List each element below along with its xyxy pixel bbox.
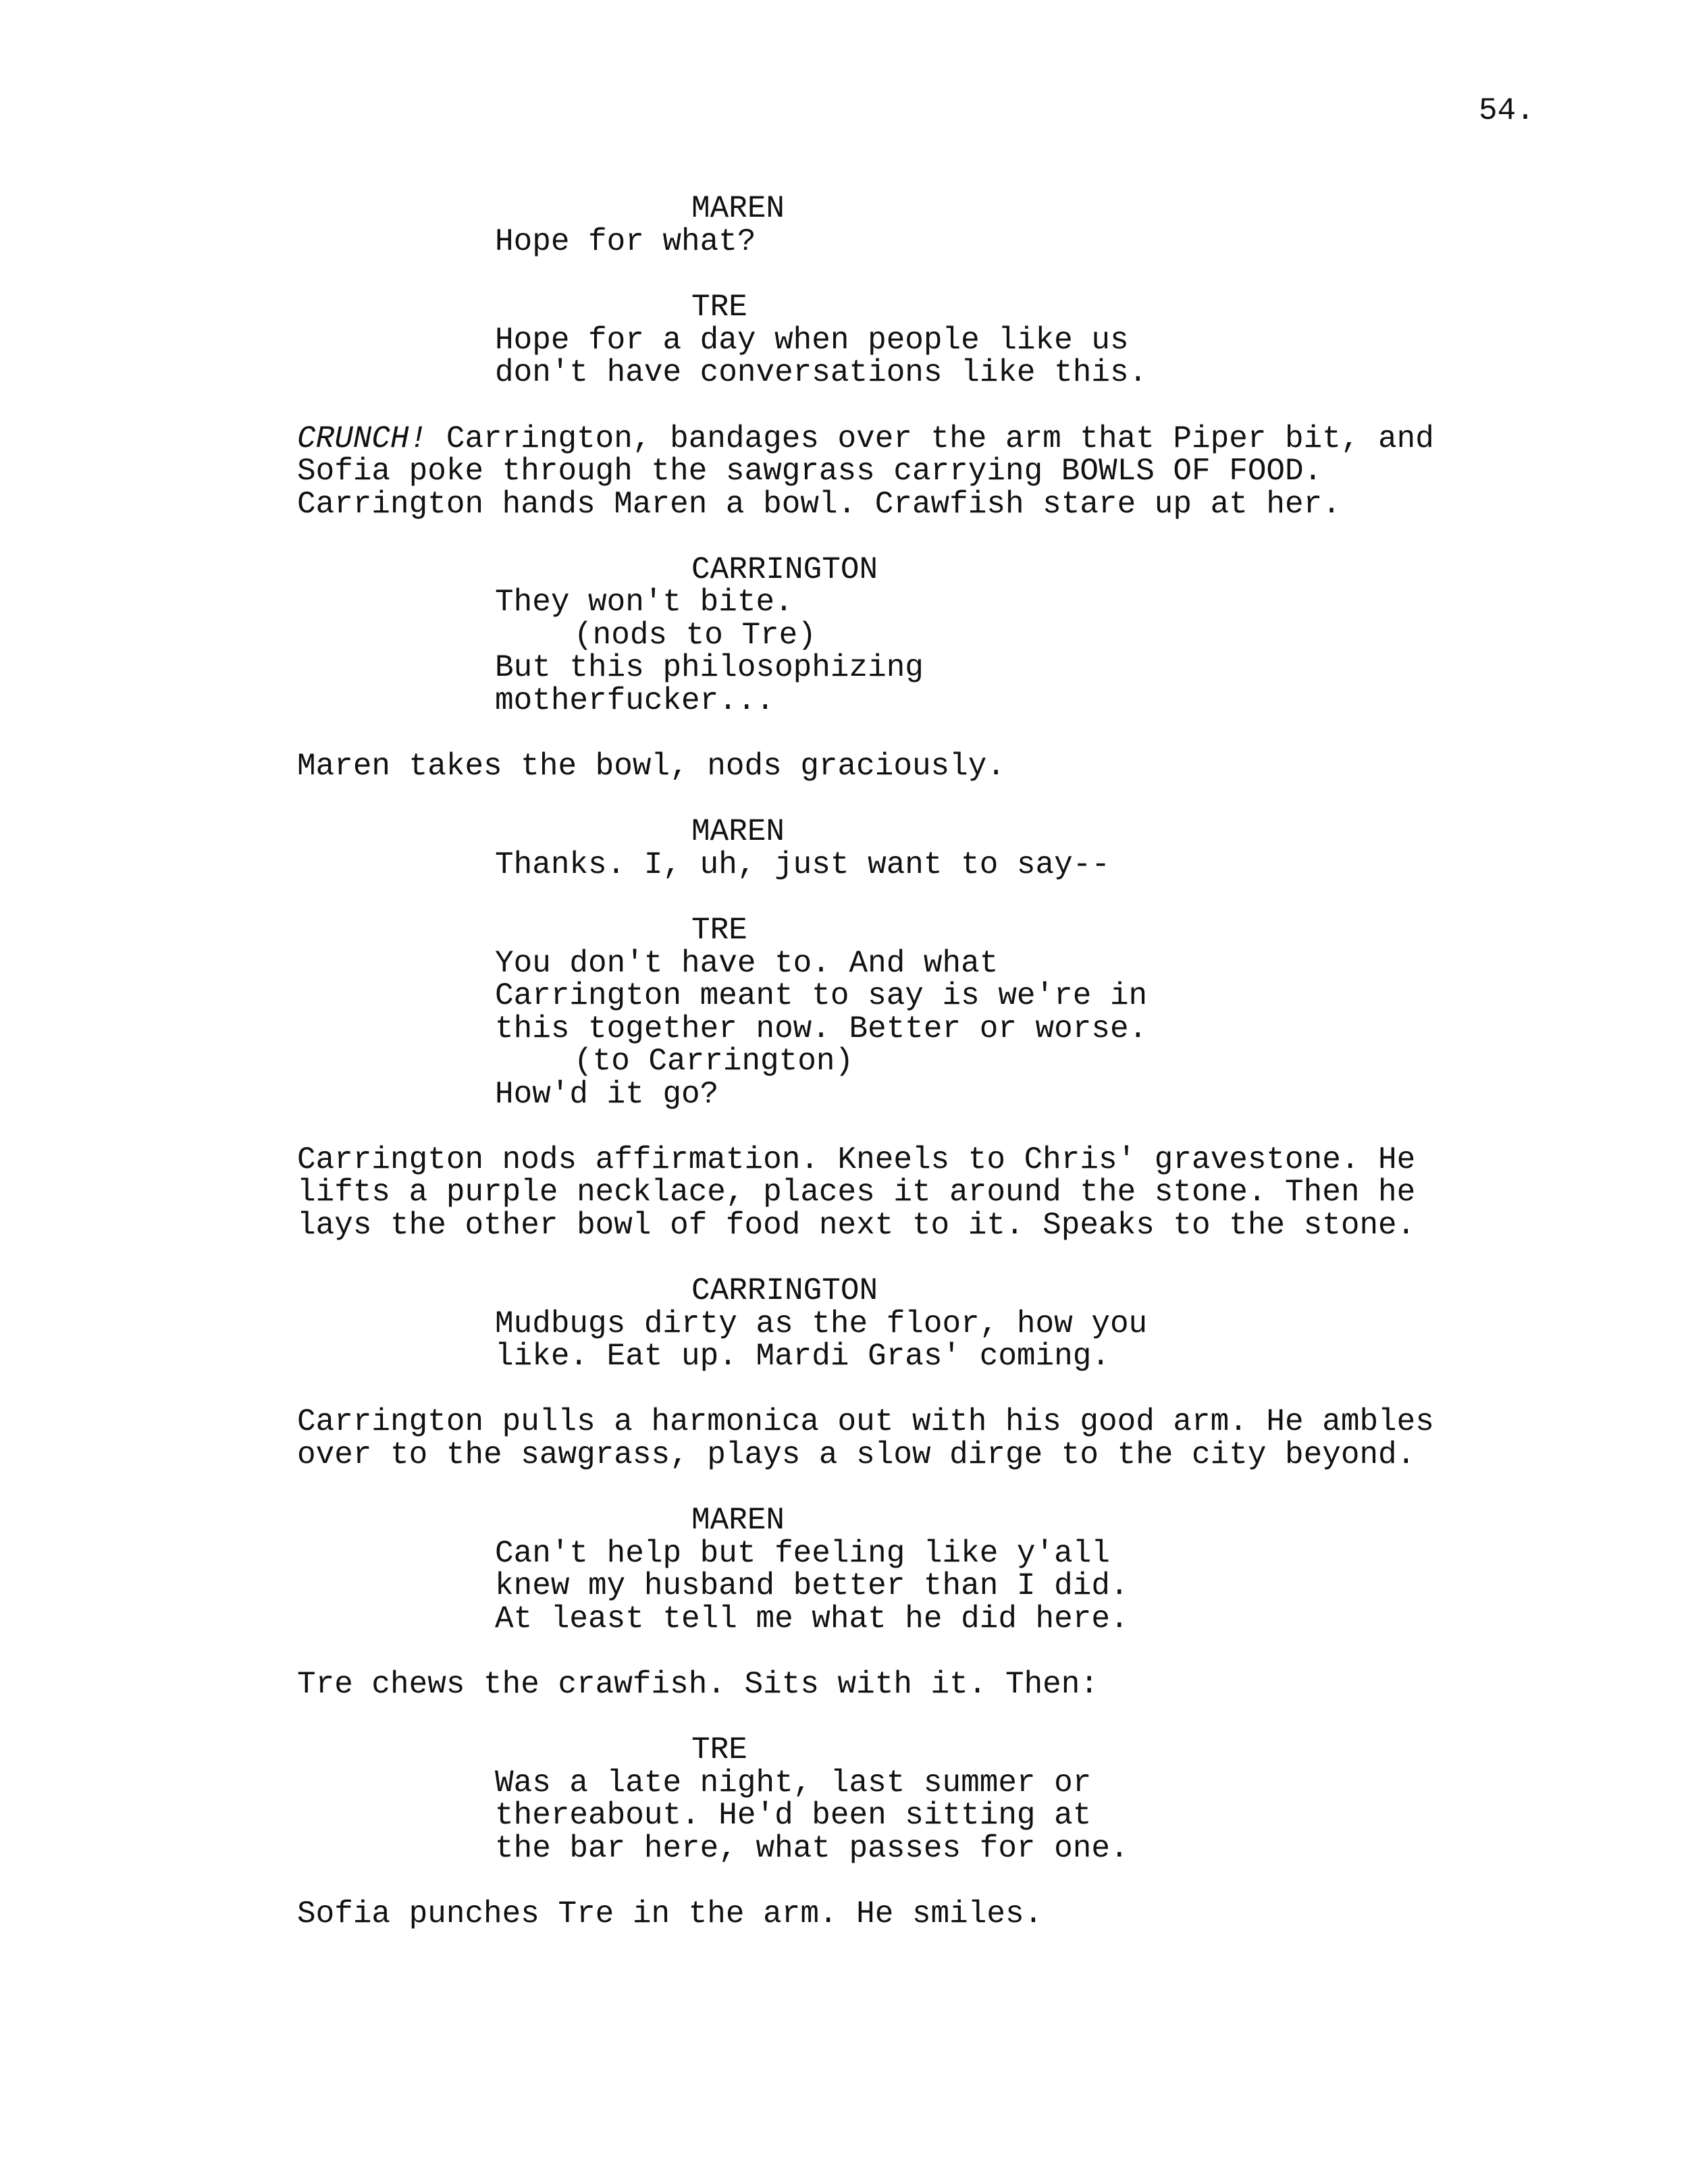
action-line: Carrington pulls a harmonica out with his good arm. He ambles xyxy=(297,1404,1434,1439)
dialogue-line: this together now. Better or worse. xyxy=(495,1011,1148,1046)
character-name: CARRINGTON xyxy=(691,552,878,587)
dialogue-line: Was a late night, last summer or xyxy=(495,1765,1092,1801)
dialogue-line: Carrington meant to say is we're in xyxy=(495,978,1148,1013)
dialogue-line: You don't have to. And what xyxy=(495,946,999,981)
character-name: TRE xyxy=(691,290,747,325)
page-number: 54. xyxy=(1479,93,1535,128)
dialogue-line: Hope for a day when people like us xyxy=(495,323,1129,358)
character-name: MAREN xyxy=(691,814,785,849)
action-line: Carrington nods affirmation. Kneels to Chris' gravestone. He xyxy=(297,1142,1416,1177)
dialogue-line: But this philosophizing xyxy=(495,650,924,685)
dialogue-line: At least tell me what he did here. xyxy=(495,1601,1129,1636)
parenthetical: (to Carrington) xyxy=(574,1044,854,1079)
action-line: lifts a purple necklace, places it around the stone. Then he xyxy=(297,1175,1416,1210)
action-line: Tre chews the crawfish. Sits with it. Then: xyxy=(297,1667,1099,1702)
action-line: Maren takes the bowl, nods graciously. xyxy=(297,749,1005,784)
action-line xyxy=(297,423,1434,456)
character-name: MAREN xyxy=(691,1503,785,1538)
character-name: TRE xyxy=(691,1732,747,1767)
dialogue-line: knew my husband better than I did. xyxy=(495,1568,1129,1603)
parenthetical: (nods to Tre) xyxy=(574,618,816,653)
action-emphasis: CRUNCH! xyxy=(297,421,428,456)
action-line: lays the other bowl of food next to it. Speaks to the stone. xyxy=(297,1208,1416,1243)
action-line: Sofia punches Tre in the arm. He smiles. xyxy=(297,1896,1043,1932)
dialogue-line: How'd it go? xyxy=(495,1077,719,1112)
dialogue-line: They won't bite. xyxy=(495,585,793,620)
action-line: Carrington hands Maren a bowl. Crawfish stare up at her. xyxy=(297,487,1341,522)
dialogue-line: the bar here, what passes for one. xyxy=(495,1831,1129,1866)
dialogue-line: don't have conversations like this. xyxy=(495,355,1148,390)
dialogue-line: thereabout. He'd been sitting at xyxy=(495,1798,1092,1833)
dialogue-line: like. Eat up. Mardi Gras' coming. xyxy=(495,1339,1110,1374)
dialogue-line: Mudbugs dirty as the floor, how you xyxy=(495,1306,1148,1341)
character-name: MAREN xyxy=(691,191,785,226)
action-line: over to the sawgrass, plays a slow dirge to the city beyond. xyxy=(297,1437,1416,1472)
dialogue-line: Hope for what? xyxy=(495,224,756,259)
dialogue-line: Thanks. I, uh, just want to say-- xyxy=(495,847,1110,882)
character-name: TRE xyxy=(691,913,747,948)
dialogue-line: motherfucker... xyxy=(495,683,775,718)
action-line: Sofia poke through the sawgrass carrying BOWLS OF FOOD. xyxy=(297,454,1323,489)
dialogue-line: Can't help but feeling like y'all xyxy=(495,1536,1110,1571)
character-name: CARRINGTON xyxy=(691,1273,878,1308)
action-text: Carrington, bandages over the arm that Piper bit, and xyxy=(427,421,1434,456)
